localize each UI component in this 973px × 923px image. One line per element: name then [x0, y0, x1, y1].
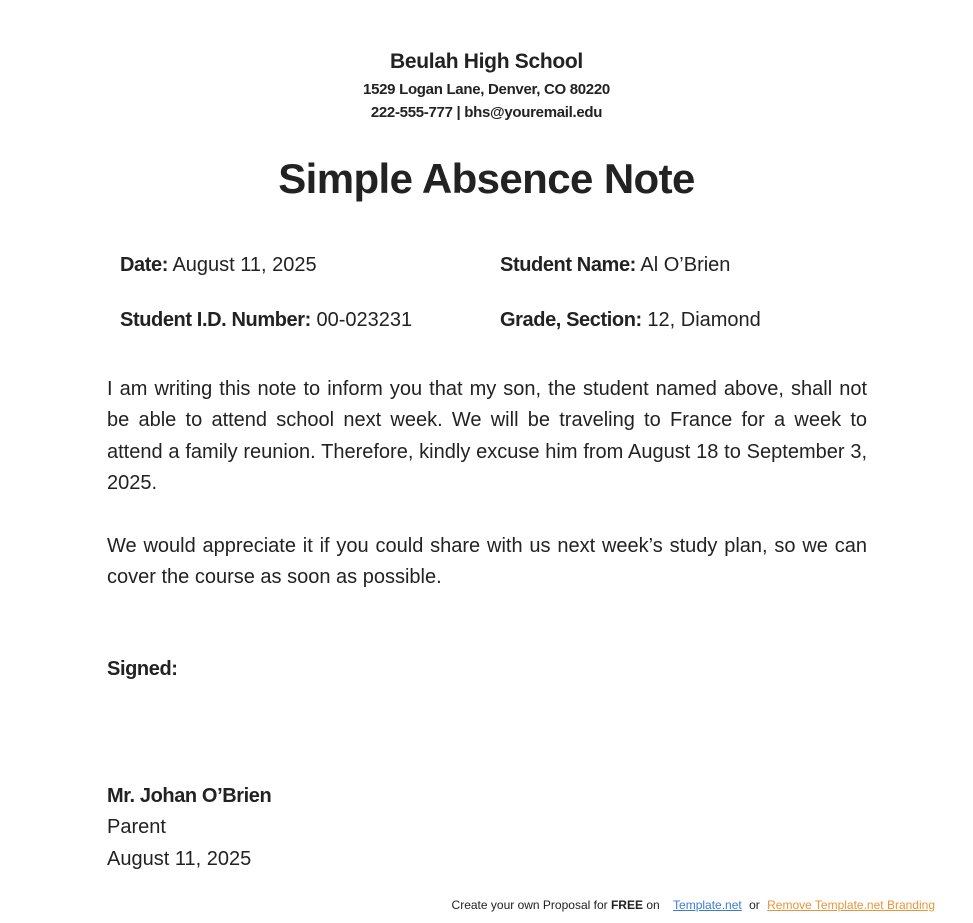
footer-free: FREE	[610, 898, 643, 912]
signature-date: August 11, 2025	[107, 848, 252, 870]
student-name-field	[500, 253, 730, 277]
grade-section-label: Grade, Section:	[500, 309, 642, 331]
date-value: August 11, 2025	[172, 254, 317, 276]
school-name: Beulah High School	[390, 50, 583, 73]
student-name-label: Student Name:	[500, 254, 636, 276]
signer-role: Parent	[107, 816, 166, 838]
template-net-link[interactable]: Template.net	[673, 898, 742, 912]
grade-section-field	[500, 308, 761, 332]
student-id-field	[120, 308, 412, 332]
remove-branding-link[interactable]: Remove Template.net Branding	[767, 898, 935, 912]
footer-on: on	[646, 898, 660, 912]
student-name-value: Al O’Brien	[640, 254, 731, 276]
footer-prefix: Create your own Proposal for	[451, 898, 608, 912]
footer-branding	[452, 898, 935, 912]
student-id-value: 00-023231	[316, 309, 413, 331]
school-address: 1529 Logan Lane, Denver, CO 80220	[363, 81, 610, 98]
body-paragraph-1: I am writing this note to inform you that my son, the student named above, shall not be able to attend school next week. We will be traveling to France for a week to attend a family reunion. Therefore, kindly excuse him from August 18 to September 3, 2025.	[107, 378, 867, 494]
school-contact: 222-555-777 | bhs@youremail.edu	[370, 104, 603, 121]
footer-or: or	[749, 898, 760, 912]
signer-name: Mr. Johan O’Brien	[107, 785, 272, 807]
student-id-label: Student I.D. Number:	[120, 309, 311, 331]
page-title: Simple Absence Note	[278, 155, 695, 202]
date-field	[120, 253, 317, 277]
signed-label: Signed:	[107, 658, 178, 680]
grade-section-value: 12, Diamond	[647, 309, 761, 331]
body-paragraph-2: We would appreciate it if you could share with us next week’s study plan, so we can cover the course as soon as possible.	[107, 535, 867, 589]
date-label: Date:	[120, 254, 169, 276]
